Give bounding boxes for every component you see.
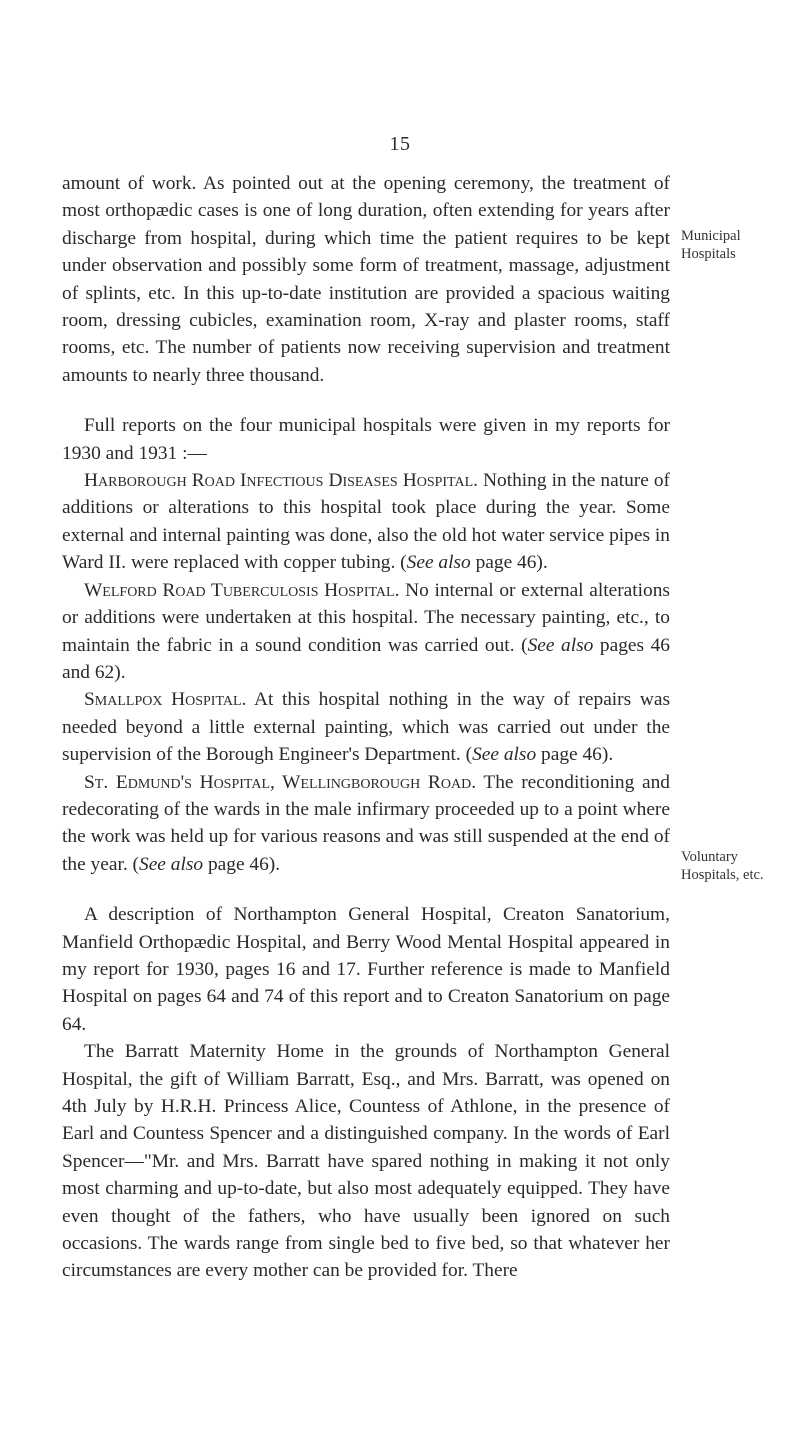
paragraph-voluntary-hospitals: A description of Northampton General Hospital, Creaton Sanatorium, Manfield Orthopædic Hospital, and Berry Wood Mental Hospital appeared in my report for 1930, pages 16 and 17. Further reference is made to Manfield Hospital on pages 64 and 74 of this report and to Creaton Sanatorium on page 64.: [62, 904, 670, 1035]
paragraph-orthopaedic-clinic: amount of work. As pointed out at the opening ceremony, the treatment of most orthopædic cases is one of long duration, often extending for years after discharge from hospital, during which time the patient requires to be kept under observation and possibly some form of treatment, massage, adjustment of splints, etc. In this up-to-date institution are provided a spacious waiting room, dressing cubicles, examination room, X-ray and plaster rooms, staff rooms, etc. The number of patients now receiving supervision and treatment amounts to nearly three thousand.: [62, 173, 670, 386]
main-text: [62, 170, 670, 1285]
section-heading: Harborough Road Infectious Diseases Hospital.: [84, 470, 478, 492]
see-also: See also: [406, 552, 471, 574]
section-text: The reconditioning and redecorating of the wards in the male infirmary proceeded up to a point where the work was held up for various reasons and was still suspended at the end of the year. (: [62, 771, 670, 875]
section-welford-road: [62, 577, 670, 687]
section-st-edmunds: [62, 769, 670, 879]
section-heading: Welford Road Tuberculosis Hospital.: [84, 579, 400, 601]
margin-note-municipal-hospitals: Municipal Hospitals: [681, 228, 741, 262]
section-text: No internal or external alterations or additions were undertaken at this hospital. The necessary painting, etc., to maintain the fabric in a sound condition was carried out. (: [62, 579, 670, 656]
section-heading: Smallpox Hospital.: [84, 689, 247, 711]
paragraph-barratt-maternity-home: The Barratt Maternity Home in the grounds of Northampton General Hospital, the gift of William Barratt, Esq., and Mrs. Barratt, was opened on 4th July by H.R.H. Princess Alice, Countess of Athlone, in the presence of Earl and Countess Spencer and a distinguished company. In the words of Earl Spencer—"Mr. and Mrs. Barratt have spared nothing in making it not only most charming and up-to-date, but also most adequately equipped. They have even thought of the fathers, who have usually been ignored on such occasions. The wards range from single bed to five bed, so that whatever her circumstances are every mother can be provided for. There: [62, 1041, 670, 1282]
page-number: 15: [389, 133, 411, 155]
margin-note-voluntary-hospitals: Voluntary Hospitals, etc.: [681, 849, 764, 883]
section-text: page 46).: [203, 853, 281, 875]
section-harborough-road: [62, 467, 670, 577]
section-text: At this hospital nothing in the way of repairs was needed beyond a little external painting, which was carried out under the supervision of the Borough Engineer's Department. (: [62, 689, 670, 766]
section-text: Nothing in the nature of additions or alterations to this hospital took place during the year. Some external and internal painting was done, also the old hot water service pipes in Ward II. were replaced with copper tubing. (: [62, 470, 671, 574]
section-heading: St. Edmund's Hospital, Wellingborough Road.: [84, 771, 477, 793]
see-also: See also: [527, 634, 594, 656]
section-smallpox: [62, 686, 670, 768]
section-text: page 46).: [470, 552, 548, 574]
paragraph-municipal-intro: Full reports on the four municipal hospitals were given in my reports for 1930 and 1931 :—: [62, 415, 670, 464]
see-also: See also: [472, 744, 537, 766]
see-also: See also: [139, 853, 204, 875]
section-text: pages 46 and 62).: [62, 634, 670, 683]
section-text: page 46).: [536, 744, 614, 766]
